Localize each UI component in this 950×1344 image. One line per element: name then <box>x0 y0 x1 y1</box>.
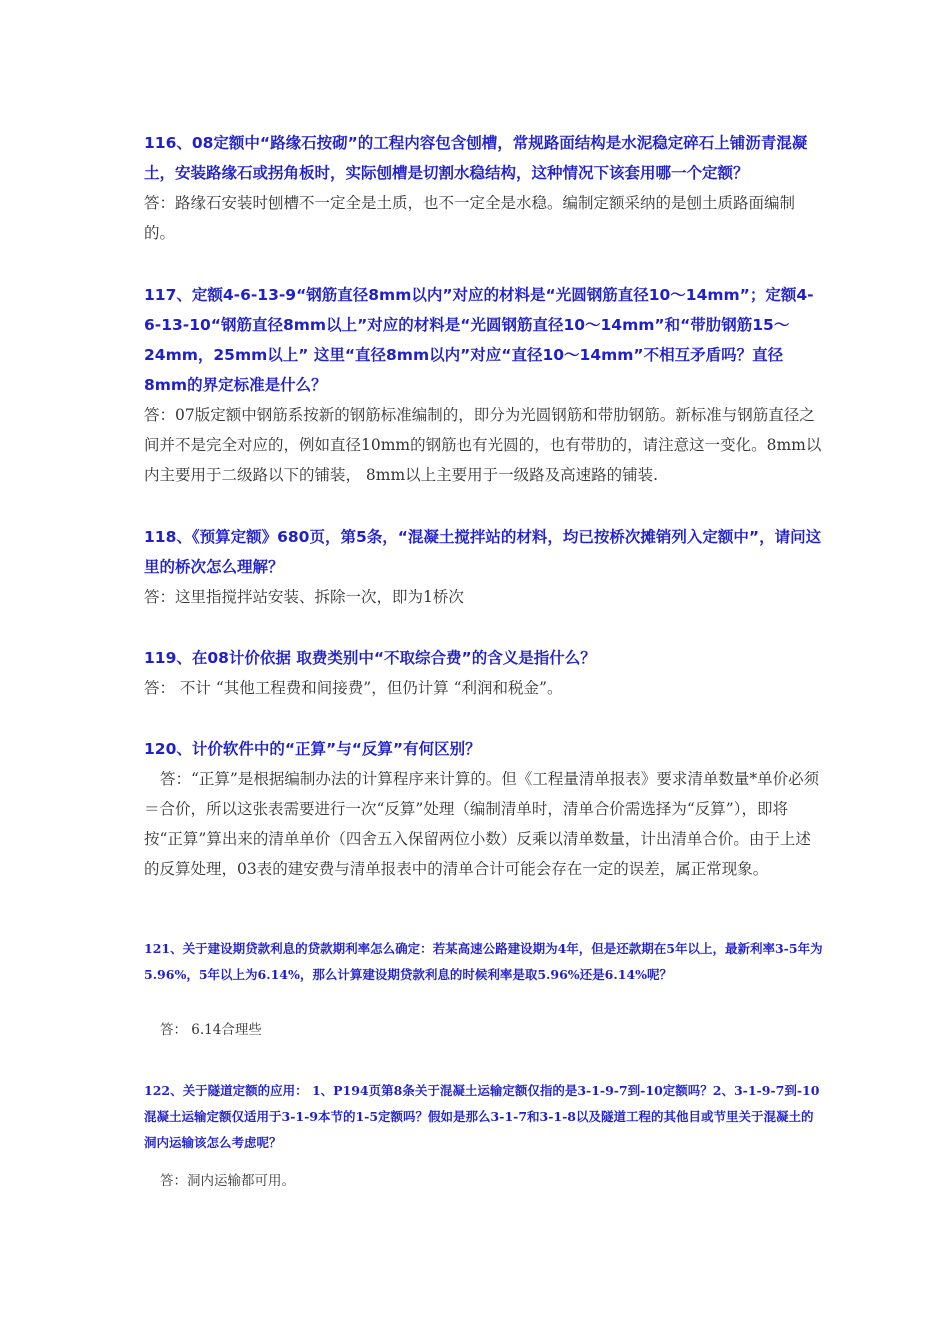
question-119: 119、在08计价依据 取费类别中“不取综合费”的含义是指什么？ <box>144 649 596 667</box>
answer-117: 答：07版定额中钢筋系按新的钢筋标准编制的，即分为光圆钢筋和带肋钢筋。新标准与钢筋直径之间并不是完全对应的，例如直径10mm的钢筋也有光圆的，也有带肋的，请注意这一变化。8mm以内主要用于二级路以下的铺装， 8mm以上主要用于一级路及高速路的铺装. <box>144 406 822 484</box>
answer-116: 答：路缘石安装时刨槽不一定全是土质，也不一定全是水稳。编制定额采纳的是刨土质路面编制的。 <box>144 194 796 242</box>
answer-118: 答：这里指搅拌站安装、拆除一次，即为1桥次 <box>144 588 464 606</box>
answer-121: 答： 6.14合理些 <box>160 1022 262 1038</box>
question-117: 117、定额4-6-13-9“钢筋直径8mm以内”对应的材料是“光圆钢筋直径10～14mm”；定额4-6-13-10“钢筋直径8mm以上”对应的材料是“光圆钢筋直径10～14mm”和“带肋钢筋15～24mm，25mm以上” 这里“直径8mm以内”对应“直径10～14mm”不相互矛盾吗？直径8mm的界定标准是什么？ <box>144 286 814 394</box>
answer-120: 答：“正算”是根据编制办法的计算程序来计算的。但《工程量清单报表》要求清单数量*单价必须＝合价，所以这张表需要进行一次“反算”处理（编制清单时，清单合价需选择为“反算”），即将按“正算”算出来的清单单价（四舍五入保留两位小数）反乘以清单数量，计出清单合价。由于上述的反算处理，03表的建安费与清单报表中的清单合计可能会存在一定的误差，属正常现象。 <box>144 770 820 878</box>
question-122: 122、关于隧道定额的应用： 1、P194页第8条关于混凝土运输定额仅指的是3-1-9-7到-10定额吗？2、3-1-9-7到-10混凝土运输定额仅适用于3-1-9本节的1-5定额吗？假如是那么3-1-7和3-1-8以及隧道工程的其他目或节里关于混凝土的洞内运输该怎么考虑呢？ <box>144 1083 820 1150</box>
question-118: 118、《预算定额》680页，第5条，“混凝土搅拌站的材料，均已按桥次摊销列入定额中”，请问这里的桥次怎么理解？ <box>144 528 822 576</box>
answer-119: 答： 不计 “其他工程费和间接费”，但仍计算 “利润和税金”。 <box>144 679 563 697</box>
question-116: 116、08定额中“路缘石按砌”的工程内容包含刨槽，常规路面结构是水泥稳定碎石上铺沥青混凝土，安装路缘石或拐角板时，实际刨槽是切割水稳结构，这种情况下该套用哪一个定额？ <box>144 134 808 182</box>
answer-122: 答：洞内运输都可用。 <box>160 1173 295 1189</box>
question-121: 121、关于建设期贷款利息的贷款期利率怎么确定：若某高速公路建设期为4年，但是还款期在5年以上，最新利率3-5年为5.96%，5年以上为6.14%，那么计算建设期贷款利息的时候利率是取5.96%还是6.14%呢？ <box>144 941 823 982</box>
question-120: 120、计价软件中的“正算”与“反算”有何区别？ <box>144 740 481 758</box>
